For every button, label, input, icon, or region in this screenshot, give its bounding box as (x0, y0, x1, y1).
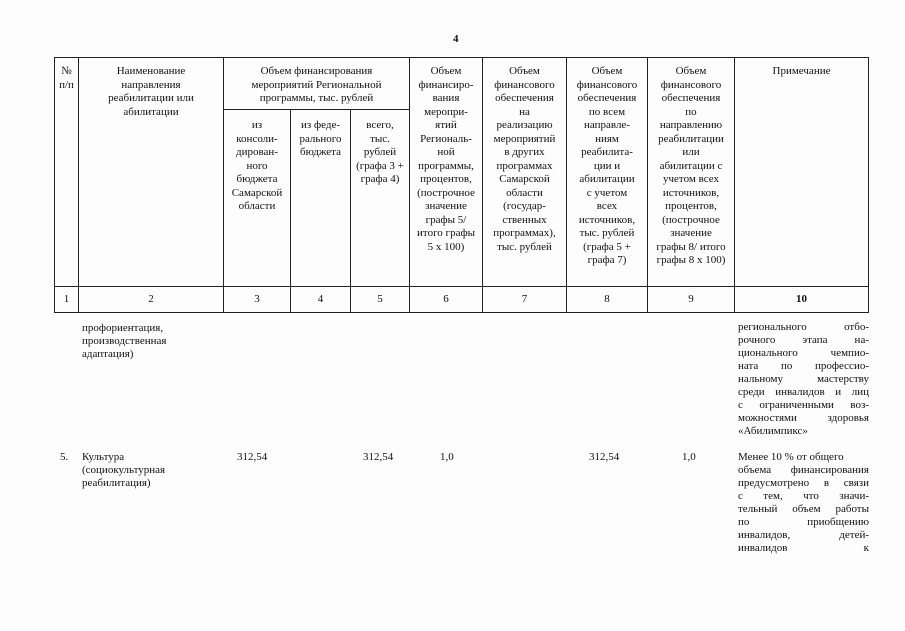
column-number: 1 (63, 293, 70, 305)
header-col-8: Объем финансового обеспечения по всем направле- ниям реабилита- ции и абилитации с учетом всех источников, тыс. рублей (графа 5 + графа 7) (576, 65, 638, 266)
rule (54, 312, 869, 313)
column-number: 5 (377, 293, 383, 305)
column-number: 7 (521, 293, 528, 305)
column-number: 4 (317, 293, 324, 305)
rule (868, 57, 869, 313)
header-col-7: Объем финансового обеспечения на реализацию мероприятий в других программах Самарской области (государ- ственных программах), тыс. рублей (493, 65, 556, 253)
table-header (54, 57, 869, 313)
column-number: 3 (254, 293, 260, 305)
header-col-5: всего, тыс. рублей (графа 3 + графа 4) (356, 119, 404, 185)
column-number: 2 (148, 293, 154, 305)
value-col-9: 1,0 (682, 451, 696, 463)
value-col-8: 312,54 (589, 451, 620, 463)
page-number: 4 (453, 33, 459, 45)
row-index: 5. (60, 451, 69, 463)
continuation-name: профориентация, производственная адаптация) (82, 322, 167, 360)
row-note: Менее 10 % от общего объема финансирования предусмотрено в связи с тем, что значи- тельный объем работы по приобщению инвалидов, детей- инвалидов к (738, 451, 869, 554)
value-col-6: 1,0 (440, 451, 454, 463)
row-name: Культура (социокультурная реабилитация) (82, 451, 166, 489)
continuation-note: регионального отбо- рочного этапа на- ционального чемпио- ната по профессио- нальному мастерству среди инвалидов и лиц с ограниченными воз- можностями здоровья «Абилимпикс» (738, 321, 869, 437)
header-col-2: Наименование направления реабилитации или абилитации (108, 65, 194, 118)
rule (54, 57, 55, 313)
column-number: 10 (796, 293, 807, 305)
header-col-1: № п/п (59, 65, 74, 91)
header-col-10: Примечание (772, 65, 831, 77)
header-group-financing: Объем финансирования мероприятий Региональной программы, тыс. рублей (251, 65, 382, 104)
value-col-3: 312,54 (237, 451, 268, 463)
header-col-6: Объем финансиро- вания меропри- ятий Региональ- ной программы, процентов, (построчное значение графы 5/ итого графы 5 х 100) (417, 65, 475, 253)
header-col-9: Объем финансового обеспечения по направлению реабилитации или абилитации с учетом всех источников, процентов, (построчное значение графы 8/ итого графы 8 х 100) (656, 65, 726, 266)
header-col-3: из консоли- дирован- ного бюджета Самарской области (231, 119, 283, 212)
rule (54, 57, 869, 58)
header-col-4: из феде- рального бюджета (299, 119, 342, 158)
column-number: 6 (443, 293, 449, 305)
column-number: 9 (688, 293, 694, 305)
rule (54, 286, 869, 287)
rule (734, 57, 735, 313)
column-number: 8 (604, 293, 610, 305)
rule (223, 109, 409, 110)
value-col-5: 312,54 (363, 451, 394, 463)
